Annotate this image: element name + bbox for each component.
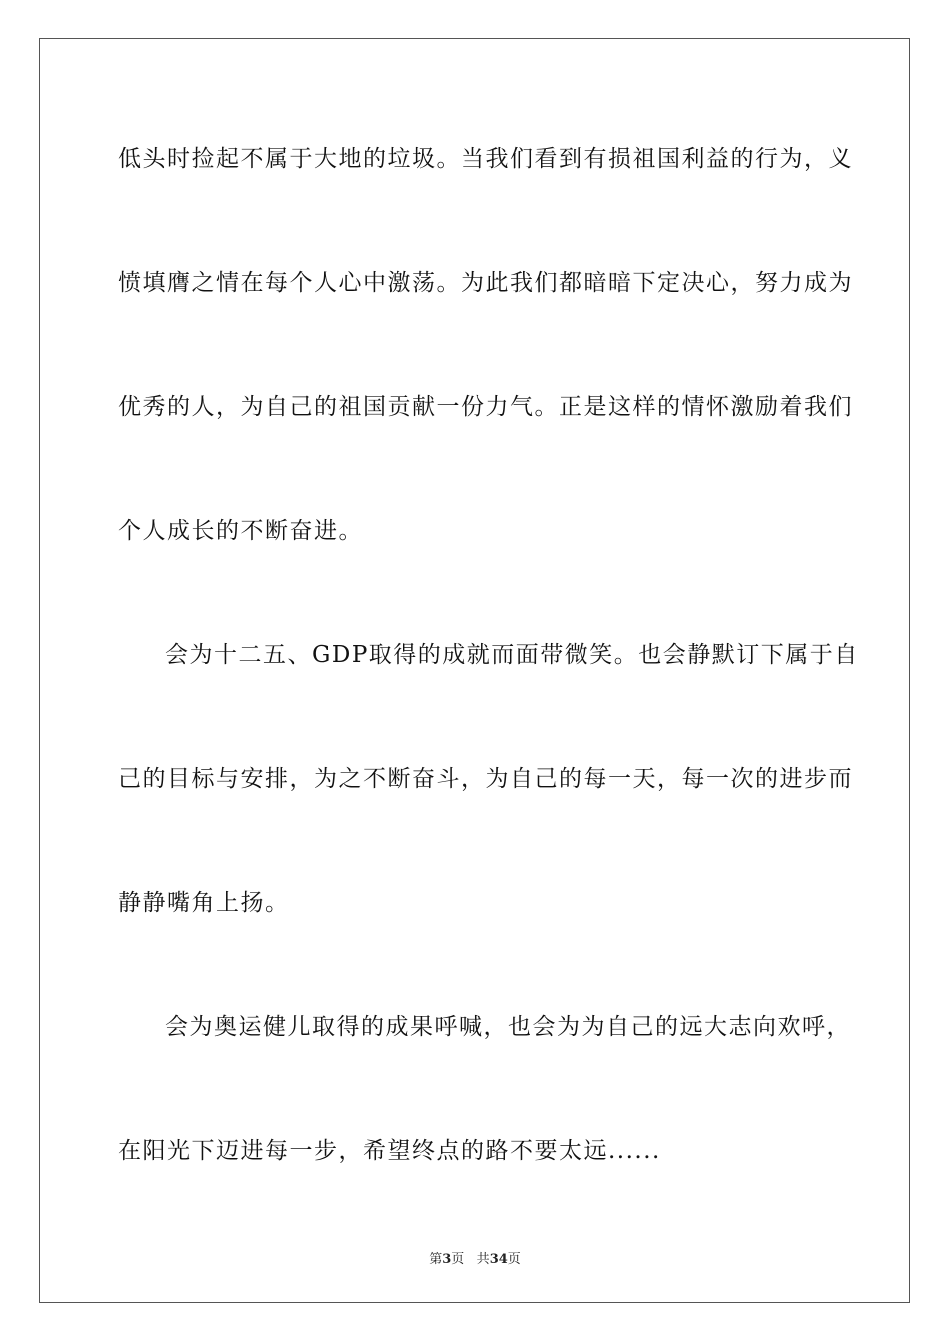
text-line: 静静嘴角上扬。 (118, 890, 290, 916)
page-border (39, 38, 910, 1303)
text-line: 低头时捡起不属于大地的垃圾。当我们看到有损祖国利益的行为，义 (118, 146, 853, 172)
page-suffix: 页 (451, 1252, 465, 1267)
text-line: 愤填膺之情在每个人心中激荡。为此我们都暗暗下定决心，努力成为 (118, 270, 853, 296)
total-suffix: 页 (507, 1252, 521, 1267)
page-footer (0, 1248, 950, 1267)
total-prefix: 共 (476, 1252, 490, 1267)
text-line: 在阳光下迈进每一步，希望终点的路不要太远...... (118, 1138, 661, 1164)
paragraph-start-line: 会为奥运健儿取得的成果呼喊，也会为为自己的远大志向欢呼， (165, 1014, 851, 1040)
total-pages: 34 (489, 1252, 508, 1267)
page-number: 3 (442, 1252, 452, 1267)
page-prefix: 第 (429, 1252, 443, 1267)
text-line: 己的目标与安排，为之不断奋斗，为自己的每一天，每一次的进步而 (118, 766, 853, 792)
text-line: 优秀的人，为自己的祖国贡献一份力气。正是这样的情怀激励着我们 (118, 394, 853, 420)
text-line: 个人成长的不断奋进。 (118, 518, 363, 544)
paragraph-start-line: 会为十二五、GDP取得的成就而面带微笑。也会静默订下属于自 (165, 642, 859, 668)
